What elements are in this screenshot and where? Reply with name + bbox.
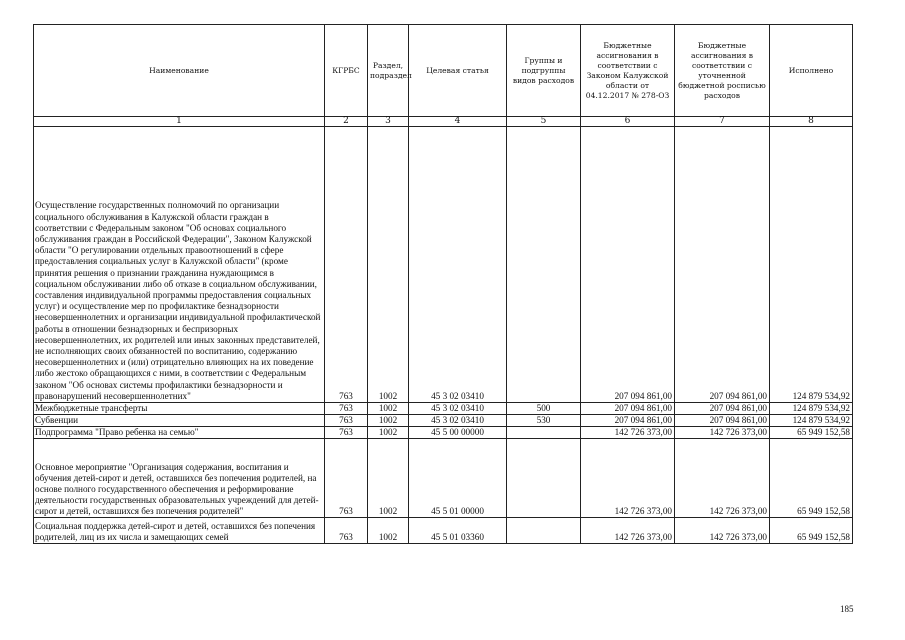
row-name: Осуществление государственных полномочий по организации социального обслуживания в Калужской области граждан в соответствии с Федеральным законом "Об основах социального обслуживания граждан в Российской Федерации", Законом Калужской области "О регулировании отдельных правоотношений в сфере предоставления социальных услуг в Калужской области" (кроме принятия решения о признании гражданина нуждающимся в социальном обслуживании либо об отказе в социальном обслуживании, составления индивидуальной программы предоставления социальных услуг) и осуществление мер по профилактике безнадзорности несовершеннолетних и организации индивидуальной профилактической работы в отношении безнадзорных и беспризорных несовершеннолетних, их родителей или иных законных представителей, не исполняющих своих обязанностей по воспитанию, содержанию несовершеннолетних и (или) отрицательно влияющих на их поведение либо жестоко обращающихся с ними, в соответствии с Федеральным законом "Об основах системы профилактики безнадзорности и правонарушений несовершеннолетних" — [34, 127, 325, 403]
row-group — [507, 427, 581, 439]
column-number-row — [34, 117, 853, 127]
row-target: 45 3 02 03410 — [409, 127, 507, 403]
table-row — [34, 127, 853, 403]
row-executed-amount: 124 879 534,92 — [770, 403, 853, 415]
row-group: 530 — [507, 415, 581, 427]
row-law-amount: 142 726 373,00 — [581, 518, 675, 544]
row-kgrbs: 763 — [325, 518, 368, 544]
row-section: 1002 — [368, 518, 409, 544]
table-row — [34, 415, 853, 427]
row-name: Подпрограмма "Право ребенка на семью" — [34, 427, 325, 439]
row-refined-amount: 207 094 861,00 — [675, 415, 770, 427]
row-section: 1002 — [368, 127, 409, 403]
table-row — [34, 518, 853, 544]
table-row — [34, 439, 853, 518]
row-refined-amount: 142 726 373,00 — [675, 518, 770, 544]
col-header-name: Наименование — [34, 25, 325, 117]
row-name: Субвенции — [34, 415, 325, 427]
header-row — [34, 25, 853, 117]
row-target: 45 5 01 00000 — [409, 439, 507, 518]
row-target: 45 3 02 03410 — [409, 415, 507, 427]
row-refined-amount: 142 726 373,00 — [675, 439, 770, 518]
row-name: Социальная поддержка детей-сирот и детей, оставшихся без попечения родителей, лиц из их числа и замещающих семей — [34, 518, 325, 544]
row-group — [507, 439, 581, 518]
row-kgrbs: 763 — [325, 415, 368, 427]
row-group: 500 — [507, 403, 581, 415]
col-number: 1 — [34, 117, 325, 127]
row-section: 1002 — [368, 403, 409, 415]
row-section: 1002 — [368, 427, 409, 439]
col-number: 7 — [675, 117, 770, 127]
row-executed-amount: 124 879 534,92 — [770, 415, 853, 427]
col-header-group: Группы и подгруппы видов расходов — [507, 25, 581, 117]
col-number: 6 — [581, 117, 675, 127]
row-kgrbs: 763 — [325, 439, 368, 518]
row-refined-amount: 207 094 861,00 — [675, 127, 770, 403]
col-number: 4 — [409, 117, 507, 127]
row-name: Основное мероприятие "Организация содержания, воспитания и обучения детей-сирот и детей, оставшихся без попечения родителей, на основе полного государственного обеспечения и реформирование деятельности государственных образовательных учреждений для детей-сирот и детей, оставшихся без попечения родителей" — [34, 439, 325, 518]
row-group — [507, 518, 581, 544]
row-law-amount: 207 094 861,00 — [581, 415, 675, 427]
row-target: 45 5 01 03360 — [409, 518, 507, 544]
row-kgrbs: 763 — [325, 403, 368, 415]
row-target: 45 5 00 00000 — [409, 427, 507, 439]
row-kgrbs: 763 — [325, 427, 368, 439]
col-header-executed: Исполнено — [770, 25, 853, 117]
col-header-target: Целевая статья — [409, 25, 507, 117]
row-law-amount: 207 094 861,00 — [581, 403, 675, 415]
col-header-kgrbs: КГРБС — [325, 25, 368, 117]
row-law-amount: 142 726 373,00 — [581, 439, 675, 518]
col-header-law: Бюджетные ассигнования в соответствии с Законом Калужской области от 04.12.2017 № 278-ОЗ — [581, 25, 675, 117]
row-target: 45 3 02 03410 — [409, 403, 507, 415]
col-number: 5 — [507, 117, 581, 127]
row-kgrbs: 763 — [325, 127, 368, 403]
row-executed-amount: 124 879 534,92 — [770, 127, 853, 403]
row-section: 1002 — [368, 415, 409, 427]
row-executed-amount: 65 949 152,58 — [770, 427, 853, 439]
row-executed-amount: 65 949 152,58 — [770, 518, 853, 544]
table-row — [34, 403, 853, 415]
row-name: Межбюджетные трансферты — [34, 403, 325, 415]
row-section: 1002 — [368, 439, 409, 518]
col-header-refined: Бюджетные ассигнования в соответствии с уточненной бюджетной росписью расходов — [675, 25, 770, 117]
table-row — [34, 427, 853, 439]
row-law-amount: 142 726 373,00 — [581, 427, 675, 439]
col-number: 2 — [325, 117, 368, 127]
col-header-section: Раздел, подраздел — [368, 25, 409, 117]
row-group — [507, 127, 581, 403]
row-refined-amount: 142 726 373,00 — [675, 427, 770, 439]
row-executed-amount: 65 949 152,58 — [770, 439, 853, 518]
budget-table — [33, 24, 853, 544]
col-number: 3 — [368, 117, 409, 127]
row-law-amount: 207 094 861,00 — [581, 127, 675, 403]
col-number: 8 — [770, 117, 853, 127]
row-refined-amount: 207 094 861,00 — [675, 403, 770, 415]
page-number: 185 — [840, 604, 854, 614]
